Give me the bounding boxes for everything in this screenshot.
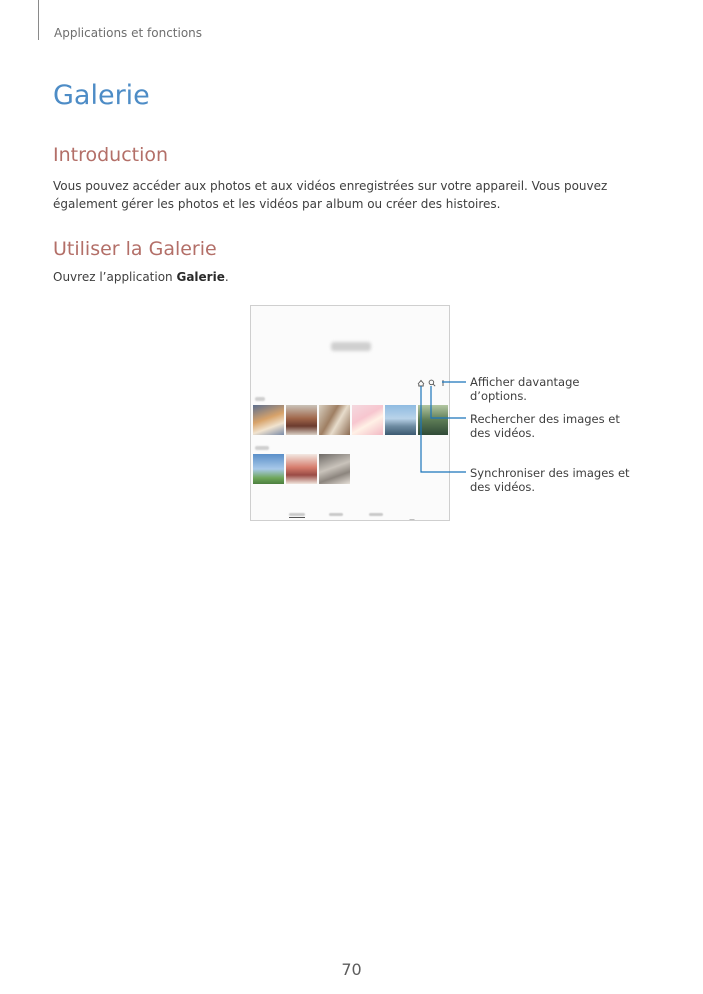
thumbnail-street	[319, 405, 350, 435]
blurred-tab-albums	[329, 513, 343, 516]
thumbnail-eiffel	[385, 405, 416, 435]
callout-more-options: Afficher davantage d’options.	[470, 375, 580, 403]
page-title: Galerie	[53, 80, 150, 111]
page-number: 70	[341, 960, 362, 979]
active-tab-indicator	[289, 517, 305, 518]
thumbnail-tree	[418, 405, 448, 435]
search-icon	[428, 379, 436, 387]
thumbnail-dog	[253, 405, 284, 435]
section-header: Applications et fonctions	[54, 26, 203, 40]
menu-icon	[409, 510, 415, 516]
use-heading: Utiliser la Galerie	[53, 238, 217, 260]
use-text-before: Ouvrez l’application	[53, 270, 177, 284]
intro-heading: Introduction	[53, 144, 169, 166]
blurred-tab-stories	[369, 513, 383, 516]
blurred-app-title	[331, 342, 371, 351]
more-options-icon	[439, 379, 447, 387]
use-text-after: .	[224, 270, 229, 284]
thumbnail-macarons	[286, 454, 317, 484]
thumbnail-cat	[319, 454, 350, 484]
thumbnail-pancakes	[286, 405, 317, 435]
margin-rule	[38, 0, 39, 40]
callout-search: Rechercher des images et des vidéos.	[470, 412, 620, 440]
blurred-album-label	[255, 446, 269, 450]
sync-icon	[417, 379, 425, 387]
callout-sync: Synchroniser des images et des vidéos.	[470, 466, 630, 494]
app-name: Galerie	[176, 270, 225, 284]
use-paragraph	[53, 270, 229, 284]
blurred-section-label	[255, 397, 265, 401]
thumbnail-pink	[352, 405, 383, 435]
gallery-screenshot	[250, 305, 450, 521]
blurred-tab-pictures	[289, 513, 305, 516]
thumbnail-landscape	[253, 454, 284, 484]
intro-paragraph: Vous pouvez accéder aux photos et aux vidéos enregistrées sur votre appareil. Vous pouvez également gérer les photos et les vidéos par album ou créer des histoires.	[53, 179, 608, 211]
